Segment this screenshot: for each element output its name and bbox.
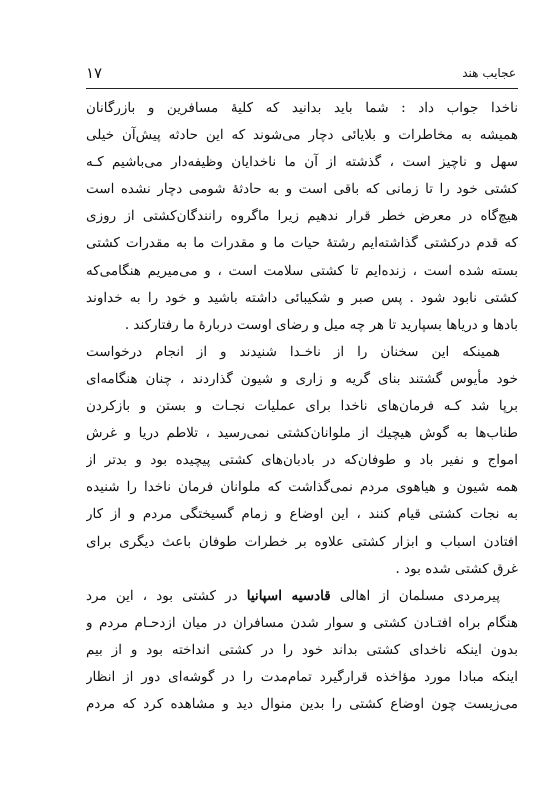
book-title: عجایب هند: [462, 66, 516, 80]
text-line: هیچ‌گاه در معرض خطر قرار ندهیم زیرا ماگروه رانندگان‌کشتی از روزی: [86, 208, 518, 225]
header-divider: [86, 88, 518, 89]
text-line: خود مأیوس گشتند بنای گریه و زاری و شیون گذاردند ، چنان هنگامه‌ای: [86, 370, 518, 387]
body-text: [86, 95, 518, 718]
text-line: سهل و ناچیز است ، گذشته از آن ما ناخدایان وظیفه‌دار می‌باشیم کـه: [86, 154, 518, 171]
text-line: بسته شده است ، زنده‌ایم تا کشتی سلامت است ، و می‌میریم هنگامی‌که: [86, 262, 518, 279]
text-line: هنگام براه افتـادن کشتی و سوار شدن مسافران در میان ازدحـام مردم و: [86, 614, 518, 631]
text-line: به نجات کشتی قیام کنند ، این اوضاع و زمام گسیختگی مردم و از کار: [86, 506, 518, 523]
text-line: بدون اینکه ناخدای کشتی بداند خود را در کشتی انداخته بود و از بیم: [86, 641, 518, 658]
text-line: طناب‌ها به گوش هیچیك از ملوانان‌کشتی نمی‌رسید ، تلاطم دریا و غرش: [86, 425, 518, 442]
text-line: همینکه این سخنان را از ناخـدا شنیدند و از انجام درخواست: [86, 343, 500, 360]
text-line-with-bold: [86, 583, 518, 610]
text-line: کشتی خود را تا زمانی که باقی است و به حادثهٔ شومی دچار نشده است: [86, 181, 518, 198]
text-line: افتادن اسباب و ابزار کشتی علاوه بر خطرات طوفان باعث دیگری برای: [86, 533, 518, 550]
text-line: کشتی نابود شود . پس صبر و شکیبائی داشته باشید و خود را به خداوند: [86, 289, 518, 306]
text-line: برپا شد کـه فرمان‌های ناخدا برای عملیات نجـات و بستن و بازکردن: [86, 398, 518, 415]
text-line: ناخدا جواب داد : شما باید بدانید که کلیهٔ مسافرین و بازرگانان: [86, 100, 518, 116]
text-line: غرق کشتی شده بود .: [395, 560, 518, 577]
text-line: امواج و نفیر باد و طوفان‌که در بادبان‌های کشتی پیچیده بود و بدتر از: [86, 452, 518, 469]
running-header: [86, 64, 516, 86]
text-line: اینکه مبادا مورد مؤاخذه قرارگیرد تمام‌مدت را در گوشه‌ای دور از انظار: [86, 668, 518, 685]
text-line: که قدم درکشتی گذاشته‌ایم رشتهٔ حیات ما و مقدرات ما به مقدرات کشتی: [86, 235, 518, 252]
text-line: می‌زیست چون اوضاع کشتی را بدین منوال دید و مشاهده کرد که مردم: [86, 696, 518, 713]
page-number: ۱۷: [86, 64, 103, 82]
text-fragment: در کشتی بود ، این مرد: [86, 587, 247, 604]
text-fragment: پیرمردی مسلمان از اهالی: [330, 587, 500, 604]
text-line: همه شیون و هیاهوی مردم نمی‌گذاشت که ملوانان فرمان ناخدا را شنیده: [86, 479, 518, 496]
bold-place-name: قادسیه اسپانیا: [246, 587, 331, 604]
text-line: بادها و دریاها بسپارید تا هر چه میل و رضای اوست دربارهٔ ما رفتارکند .: [124, 316, 518, 333]
text-line: همیشه به مخاطرات و بلایائی دچار می‌شوند که این حادثه پیش‌آن خیلی: [86, 127, 518, 144]
